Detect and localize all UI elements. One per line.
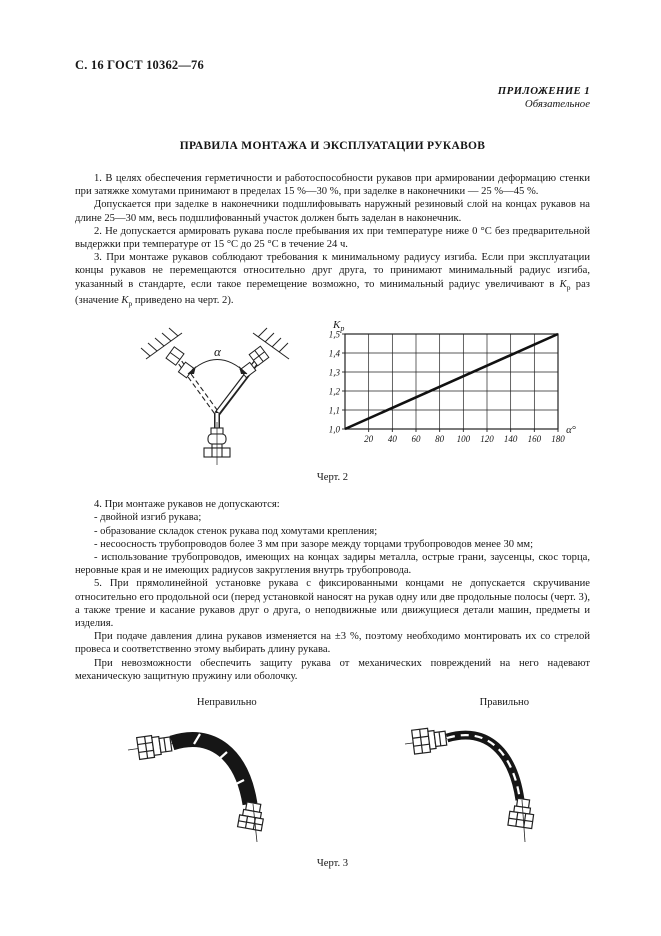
hose-arm-dashed	[173, 353, 218, 414]
incorrect-hose-illustration	[126, 710, 301, 848]
svg-text:140: 140	[503, 434, 518, 445]
appendix-title: ПРИЛОЖЕНИЕ 1	[497, 85, 590, 97]
page-header: С. 16 ГОСТ 10362—76	[75, 58, 204, 72]
paragraph-3-text2: раз (значение	[75, 278, 590, 306]
twisted-hose	[172, 740, 250, 804]
svg-text:1,4: 1,4	[328, 348, 340, 359]
bottom-fitting	[237, 801, 265, 831]
svg-text:1,0: 1,0	[328, 424, 340, 435]
paragraph-4: 4. При монтаже рукавов не допускаются:	[94, 499, 280, 511]
paragraph-2: 2. Не допускается армировать рукава после пребывания их при температуре ниже 0 °С без предварительной выдержки при температуре от 15 °С до 25 °С в течение 24 ч.	[75, 225, 590, 251]
incorrect-label: Неправильно	[196, 697, 257, 709]
svg-text:100: 100	[456, 434, 471, 445]
bottom-connector	[204, 422, 230, 465]
svg-text:1,5: 1,5	[328, 329, 340, 340]
paragraph-5c: При невозможности обеспечить защиту рукава от механических повреждений на него надевают механическую защитную пружину или оболочку.	[75, 657, 590, 682]
list-item-2: - образование складок стенок рукава под хомутами крепления;	[94, 525, 378, 537]
list-item-1: - двойной изгиб рукава;	[94, 512, 202, 524]
figure-3-labels	[75, 697, 590, 708]
appendix-block	[75, 85, 590, 111]
correct-hose-illustration	[403, 710, 578, 848]
correct-hose-wrap	[392, 710, 590, 848]
figure-2-caption: Черт. 2	[316, 472, 349, 484]
list-item-4: - использование трубопроводов, имеющих на концах задиры металла, острые грани, заусенцы, скос торца, неровные края и не имеющих радиусов закругления внутрь трубопровода.	[75, 552, 590, 577]
kp-subscript: р	[566, 282, 571, 292]
alpha-label: α	[214, 344, 221, 360]
svg-text:1,2: 1,2	[328, 386, 340, 397]
paragraph-1: 1. В целях обеспечения герметичности и работоспособности рукавов при армировании деформацию стенки при затяжке хомутами принимают в пределах 15 %—30 %, при заделке в наконечники — 25 %—45 %.	[75, 173, 590, 198]
svg-text:180: 180	[551, 434, 565, 445]
figure-2	[130, 318, 590, 466]
svg-text:1,3: 1,3	[328, 367, 340, 378]
svg-text:160: 160	[527, 434, 542, 445]
document-title: ПРАВИЛА МОНТАЖА И ЭКСПЛУАТАЦИИ РУКАВОВ	[179, 140, 486, 152]
figure-3-images	[75, 710, 590, 848]
correct-label: Правильно	[479, 697, 530, 709]
svg-text:60: 60	[411, 434, 421, 445]
paragraph-3-text: 3. При монтаже рукавов соблюдают требования к минимальному радиусу изгиба. Если при эксплуатации концы рукавов не перемещаются относительно друг друга, то принимают минимальный радиус изгиба, указанный в стандарте, если такое перемещение возможно, то минимальный радиус увеличивают в	[75, 252, 590, 290]
svg-text:80: 80	[435, 434, 445, 445]
left-fitting	[136, 733, 172, 759]
svg-text:1,1: 1,1	[328, 405, 340, 416]
paragraph-3	[75, 251, 590, 310]
svg-text:120: 120	[480, 434, 494, 445]
paragraph-1b: Допускается при заделке в наконечники подшлифовывать наружный резиновый слой на концах рукавов на длине 25—30 мм, весь подшлифованный участок должен быть заделан в наконечник.	[75, 199, 590, 224]
figure-3	[75, 697, 590, 848]
hose-angle-diagram	[130, 318, 305, 466]
svg-text:20: 20	[364, 434, 374, 445]
paragraph-5: 5. При прямолинейной установке рукава с фиксированными концами не допускается скручивание относительно его продольной оси (перед установкой наносят на рукав одну или две продольные полосы (черт. 3), а также трение и касание рукавов друг о друга, о неподвижные или движущиеся детали машин, предметы и изделия.	[75, 578, 590, 630]
list-item-3: - несоосность трубопроводов более 3 мм при зазоре между торцами трубопроводов менее 30 мм;	[94, 538, 534, 550]
paragraph-5b: При подаче давления длина рукавов изменяется на ±3 %, поэтому необходимо монтировать их со стрелой провеса и соответственно этому выбирать длину рукава.	[75, 631, 590, 656]
svg-text:α°: α°	[566, 425, 576, 437]
straight-hose	[447, 735, 520, 800]
kp-chart	[315, 318, 587, 458]
kp-subscript2: р	[128, 299, 133, 309]
kp-symbol2: K	[121, 294, 129, 306]
paragraph-3-text3: приведено на черт. 2).	[132, 294, 234, 306]
angle-arc	[188, 360, 247, 375]
bottom-fitting	[508, 798, 536, 829]
figure-3-caption: Черт. 3	[316, 858, 349, 870]
svg-text:40: 40	[387, 434, 397, 445]
incorrect-hose-wrap	[75, 710, 352, 848]
svg-text:Kр: $K_р$	[333, 319, 345, 334]
kp-symbol: K	[559, 278, 567, 290]
appendix-note: Обязательное	[524, 98, 590, 110]
left-fitting	[412, 726, 448, 754]
